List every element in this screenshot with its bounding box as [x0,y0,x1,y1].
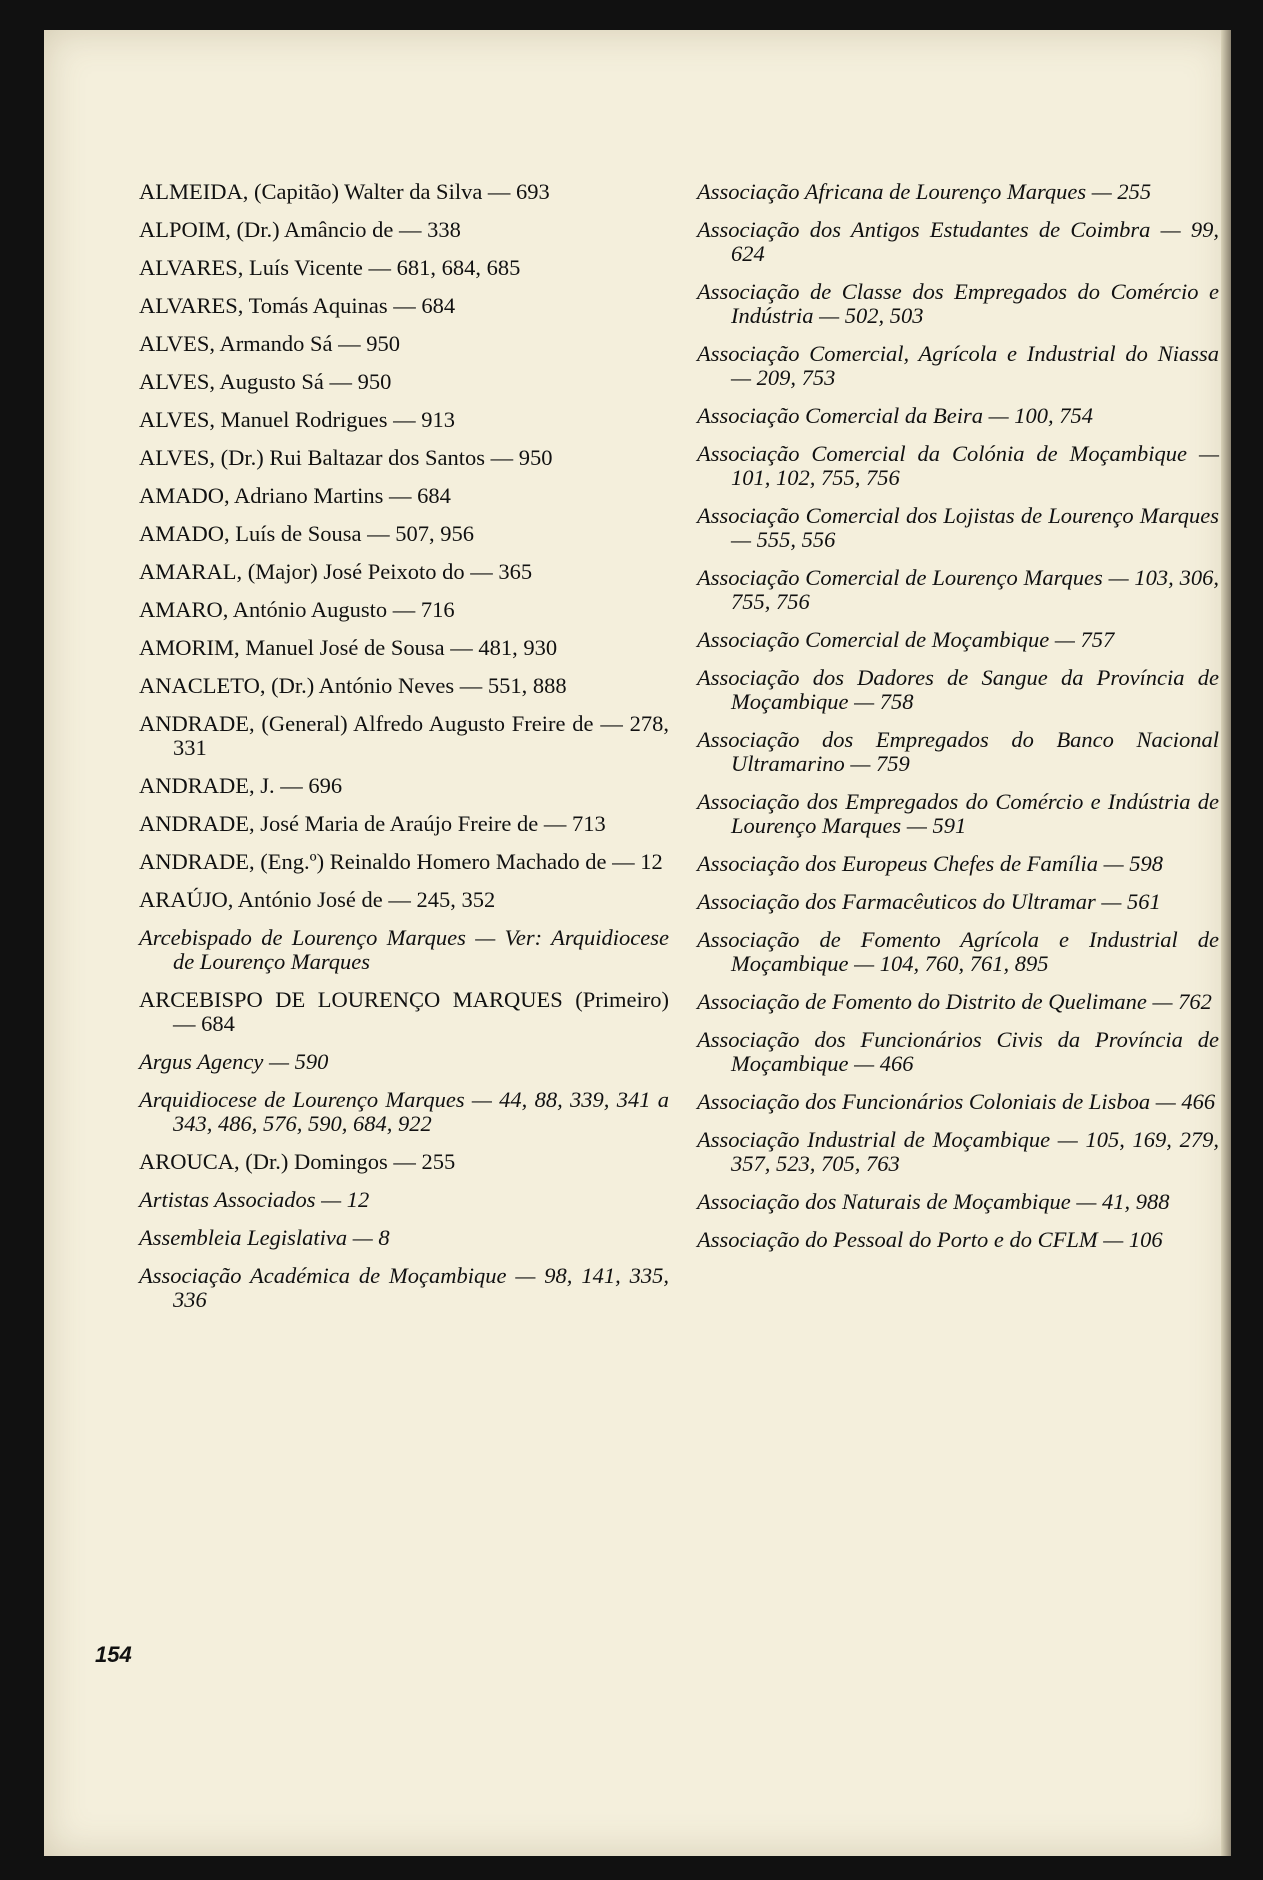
index-entry: ALVES, Augusto Sá — 950 [139,369,392,394]
index-entry: Associação do Pessoal do Porto e do CFLM — 106 [697,1227,1163,1252]
index-entry: ALPOIM, (Dr.) Amâncio de — 338 [139,217,461,242]
index-entry: Associação Comercial da Beira — 100, 754 [697,403,1094,428]
index-entry: ALVES, (Dr.) Rui Baltazar dos Santos — 950 [139,445,553,470]
index-entry: Associação dos Antigos Estudantes de Coimbra — 99, 624 [697,217,1219,266]
index-entry: ALVARES, Luís Vicente — 681, 684, 685 [139,255,521,280]
index-entry: Associação dos Naturais de Moçambique — 41, 988 [697,1189,1170,1214]
index-entry: ALVES, Armando Sá — 950 [139,331,401,356]
index-entry: Associação Comercial dos Lojistas de Lourenço Marques — 555, 556 [697,503,1219,552]
index-entry: Associação Africana de Lourenço Marques — 255 [697,179,1152,204]
index-entry: Associação dos Dadores de Sangue da Província de Moçambique — 758 [697,665,1219,714]
index-entry: AMORIM, Manuel José de Sousa — 481, 930 [139,635,558,660]
index-entry: ALVARES, Tomás Aquinas — 684 [139,293,456,318]
index-entry: Assembleia Legislativa — 8 [139,1225,390,1250]
index-entry: ARAÚJO, António José de — 245, 352 [139,887,496,912]
index-entry: Associação Académica de Moçambique — 98, 141, 335, 336 [139,1263,669,1312]
index-entry: AMADO, Luís de Sousa — 507, 956 [139,521,474,546]
index-entry: Associação dos Funcionários Coloniais de Lisboa — 466 [697,1089,1216,1114]
index-entry: Associação de Classe dos Empregados do Comércio e Indústria — 502, 503 [697,279,1219,328]
index-entry: Associação Comercial de Lourenço Marques — 103, 306, 755, 756 [697,565,1219,614]
index-entry: Associação Comercial, Agrícola e Industrial do Niassa — 209, 753 [697,341,1219,390]
index-column-left [139,180,669,1326]
index-entry: ARCEBISPO DE LOURENÇO MARQUES (Primeiro) — 684 [139,987,669,1036]
index-entry: Associação de Fomento Agrícola e Industrial de Moçambique — 104, 760, 761, 895 [697,927,1219,976]
index-entry: Artistas Associados — 12 [139,1187,370,1212]
index-entry: Argus Agency — 590 [139,1049,329,1074]
index-entry: ANDRADE, José Maria de Araújo Freire de — 713 [139,811,606,836]
index-entry: Associação Industrial de Moçambique — 105, 169, 279, 357, 523, 705, 763 [697,1127,1219,1176]
index-entry: Arcebispado de Lourenço Marques — Ver: Arquidiocese de Lourenço Marques [139,925,669,974]
index-entry: Associação Comercial da Colónia de Moçambique — 101, 102, 755, 756 [697,441,1219,490]
index-entry: Associação dos Farmacêuticos do Ultramar — 561 [697,889,1161,914]
index-entry: AROUCA, (Dr.) Domingos — 255 [139,1149,456,1174]
index-entry: Associação dos Empregados do Comércio e Indústria de Lourenço Marques — 591 [697,789,1219,838]
index-entry: Arquidiocese de Lourenço Marques — 44, 88, 339, 341 a 343, 486, 576, 590, 684, 922 [139,1087,669,1136]
index-entry: Associação dos Funcionários Civis da Província de Moçambique — 466 [697,1027,1219,1076]
index-entry: ANDRADE, J. — 696 [139,773,343,798]
index-entry: Associação dos Europeus Chefes de Família — 598 [697,851,1163,876]
index-entry: ALMEIDA, (Capitão) Walter da Silva — 693 [139,179,550,204]
index-entry: ANDRADE, (General) Alfredo Augusto Freire de — 278, 331 [139,711,669,760]
book-page [44,30,1231,1856]
index-entry: ALVES, Manuel Rodrigues — 913 [139,407,456,432]
index-entry: ANDRADE, (Eng.º) Reinaldo Homero Machado de — 12 [139,849,663,874]
index-entry: Associação dos Empregados do Banco Nacional Ultramarino — 759 [697,727,1219,776]
index-entry: Associação Comercial de Moçambique — 757 [697,627,1115,652]
page-number: 154 [95,1642,132,1667]
index-entry: ANACLETO, (Dr.) António Neves — 551, 888 [139,673,567,698]
index-column-right [697,180,1219,1266]
index-entry: AMADO, Adriano Martins — 684 [139,483,451,508]
index-entry: Associação de Fomento do Distrito de Quelimane — 762 [697,989,1212,1014]
index-entry: AMARO, António Augusto — 716 [139,597,455,622]
page-gutter [1221,30,1231,1856]
index-entry: AMARAL, (Major) José Peixoto do — 365 [139,559,533,584]
